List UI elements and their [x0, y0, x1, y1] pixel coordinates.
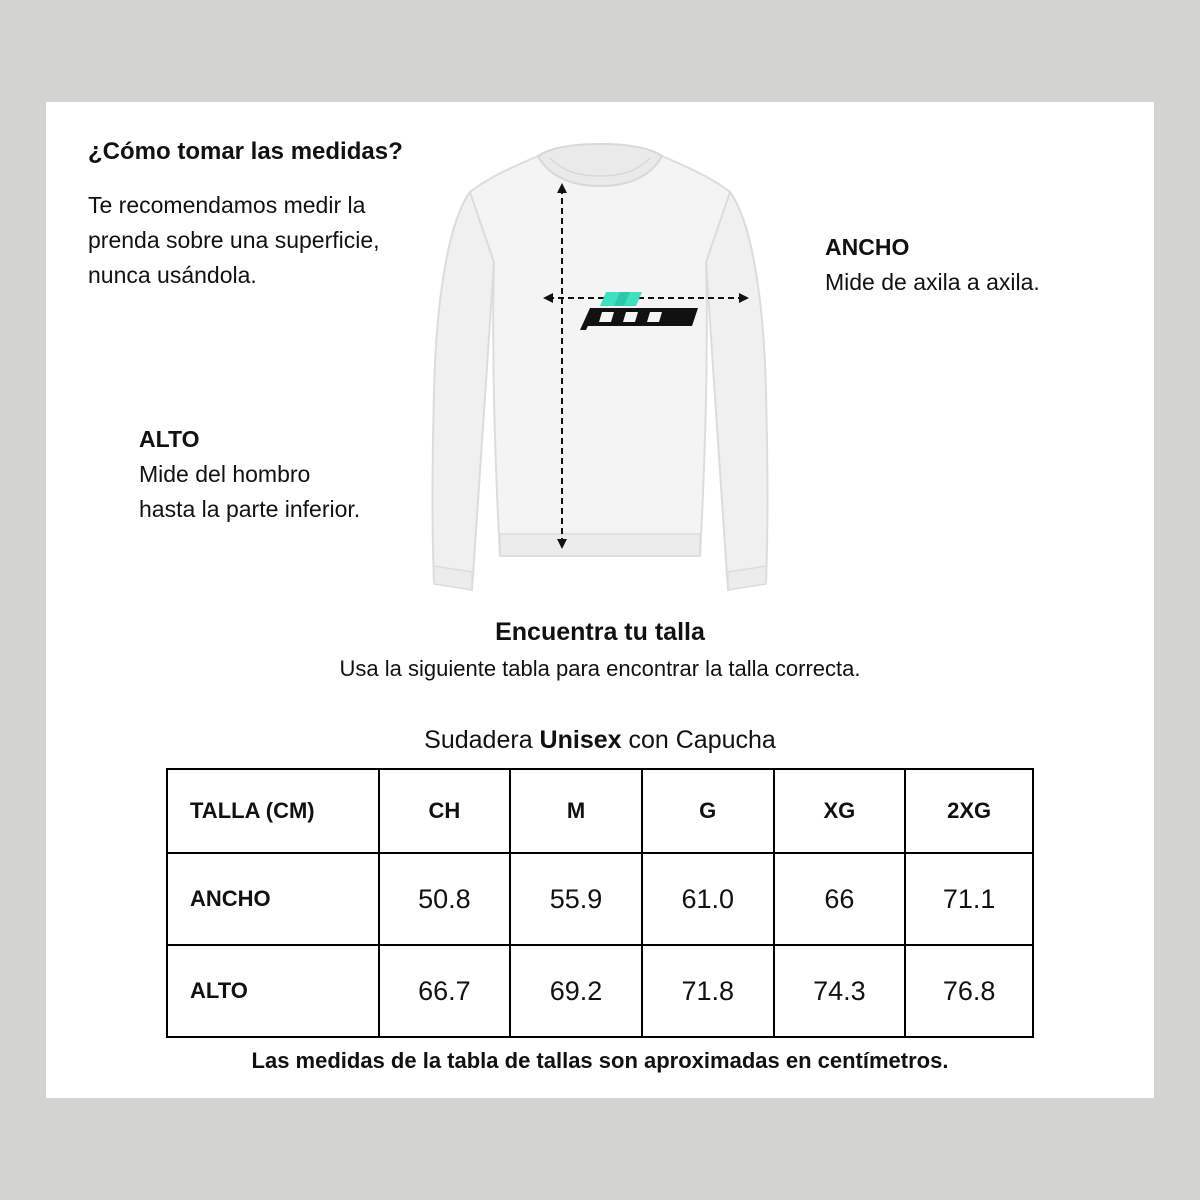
table-cell: 71.1	[905, 853, 1033, 945]
height-note-line: hasta la parte inferior.	[139, 496, 361, 522]
table-header-cell: TALLA (CM)	[167, 769, 379, 853]
table-cell: 76.8	[905, 945, 1033, 1037]
table-cell: 74.3	[774, 945, 906, 1037]
sweatshirt-icon	[430, 142, 770, 596]
table-header-cell: 2XG	[905, 769, 1033, 853]
height-note	[139, 422, 360, 527]
how-to-measure-line: prenda sobre una superficie,	[88, 227, 380, 253]
height-note-line: Mide del hombro	[139, 461, 311, 487]
table-cell: 66	[774, 853, 906, 945]
product-title-bold: Unisex	[539, 726, 622, 754]
height-note-label: ALTO	[139, 426, 200, 452]
how-to-measure-title: ¿Cómo tomar las medidas?	[88, 138, 403, 165]
width-note-label: ANCHO	[825, 234, 910, 260]
table-row	[167, 945, 1033, 1037]
table-header-cell: CH	[379, 769, 511, 853]
how-to-measure-line: Te recomendamos medir la	[88, 192, 366, 218]
table-header-row	[167, 769, 1033, 853]
product-title-suffix: con Capucha	[621, 726, 776, 754]
product-title	[46, 726, 1154, 755]
table-cell: 50.8	[379, 853, 511, 945]
how-to-measure-text	[88, 188, 380, 293]
width-note	[825, 230, 1040, 300]
table-row-label: ANCHO	[167, 853, 379, 945]
size-guide-card	[46, 102, 1154, 1098]
footnote: Las medidas de la tabla de tallas son aproximadas en centímetros.	[251, 1048, 949, 1073]
table-cell: 61.0	[642, 853, 774, 945]
table-row	[167, 853, 1033, 945]
table-cell: 71.8	[642, 945, 774, 1037]
product-title-prefix: Sudadera	[424, 726, 540, 754]
find-size-subtitle: Usa la siguiente tabla para encontrar la talla correcta.	[339, 656, 861, 681]
table-cell: 66.7	[379, 945, 511, 1037]
table-header-cell: XG	[774, 769, 906, 853]
width-note-text: Mide de axila a axila.	[825, 269, 1040, 295]
how-to-measure-line: nunca usándola.	[88, 262, 257, 288]
table-header-cell: M	[510, 769, 642, 853]
table-cell: 69.2	[510, 945, 642, 1037]
size-table	[166, 768, 1034, 1038]
table-row-label: ALTO	[167, 945, 379, 1037]
table-header-cell: G	[642, 769, 774, 853]
find-size-title: Encuentra tu talla	[495, 618, 705, 646]
table-cell: 55.9	[510, 853, 642, 945]
